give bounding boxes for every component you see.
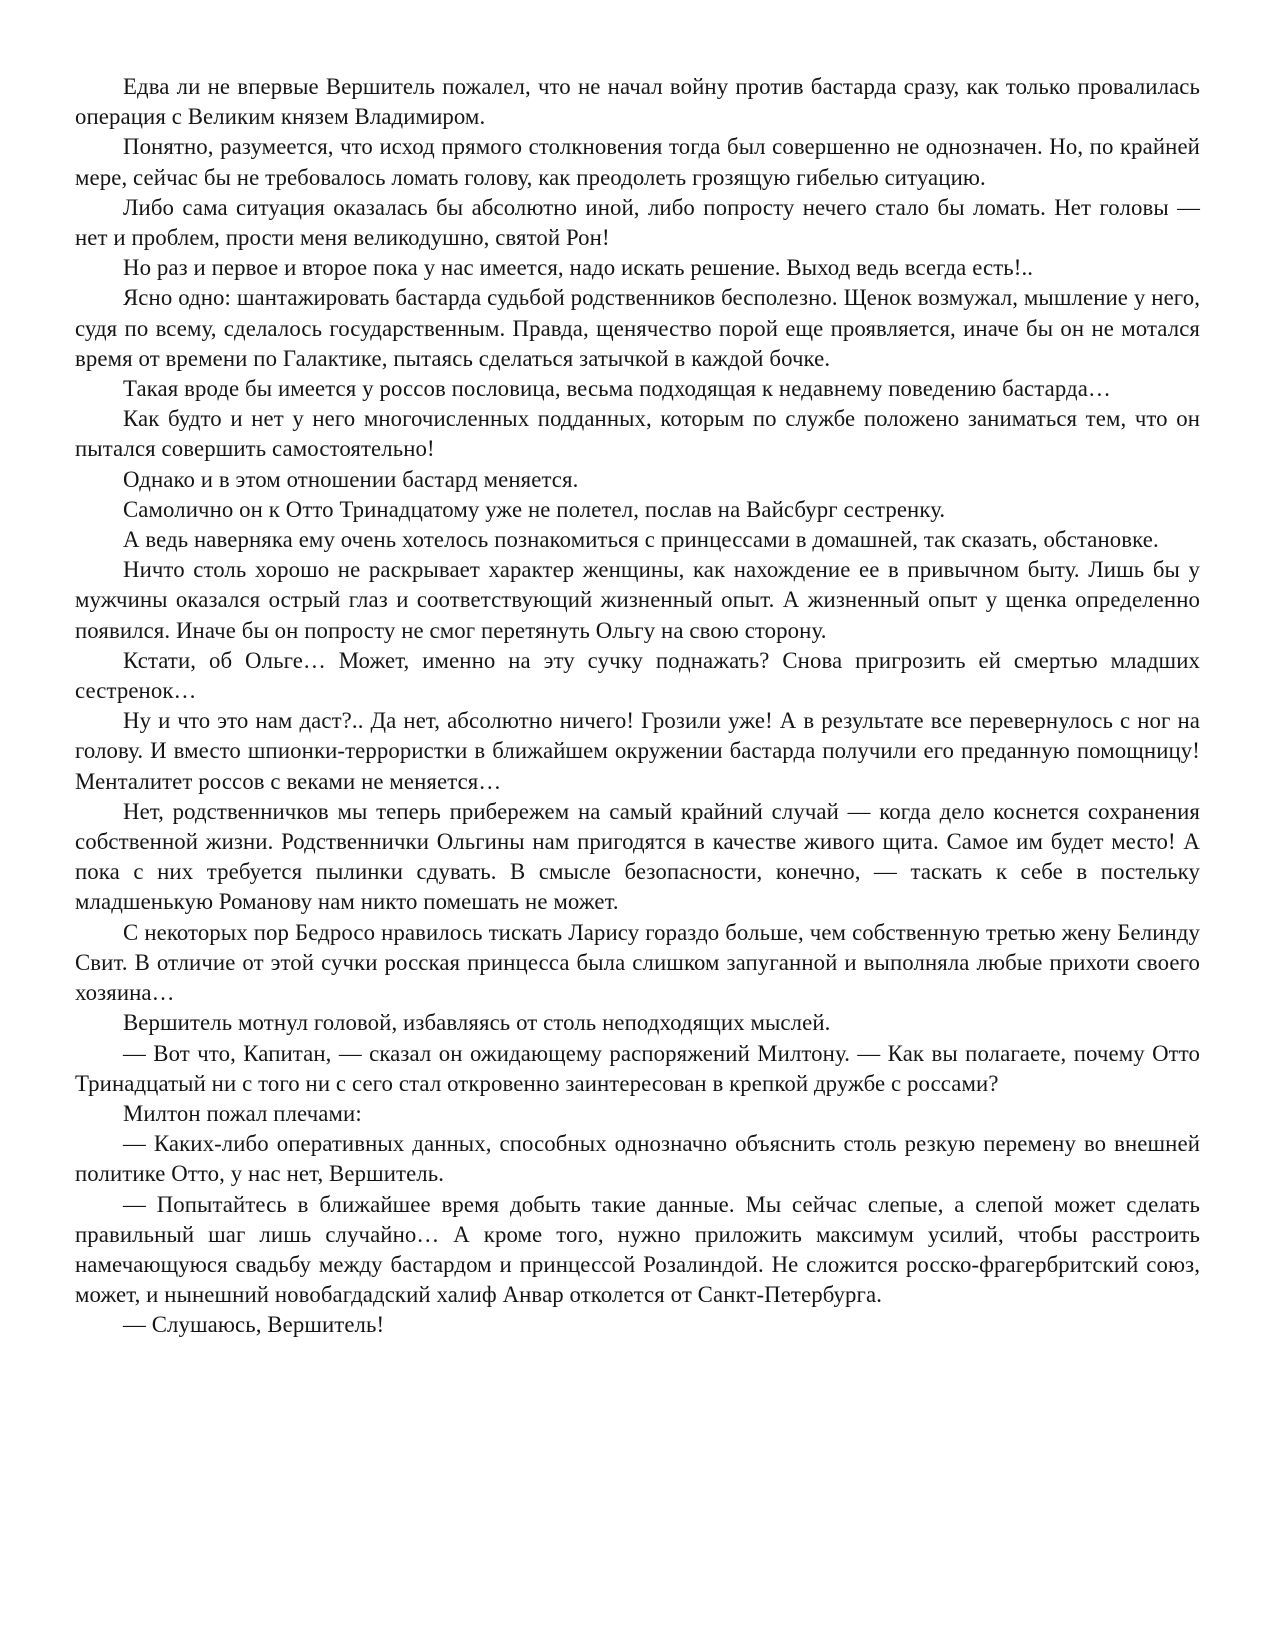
paragraph: Ясно одно: шантажировать бастарда судьбой родственников бесполезно. Щенок возмужал, мышление у него, судя по всему, сделалось государственным. Правда, щенячество порой еще проявляется, иначе бы он не мотался время от времени по Галактике, пытаясь сделаться затычкой в каждой бочке. xyxy=(75,285,1200,371)
paragraph: — Слушаюсь, Вершитель! xyxy=(123,1312,385,1338)
paragraph: — Попытайтесь в ближайшее время добыть такие данные. Мы сейчас слепые, а слепой может сделать правильный шаг лишь случайно… А кроме того, нужно приложить максимум усилий, чтобы расстроить намечающуюся свадьбу между бастардом и принцессой Розалиндой. Не сложится росско-фрагербритский союз, может, и нынешний новобагдадский халиф Анвар отколется от Санкт-Петербурга. xyxy=(75,1191,1200,1308)
paragraph: С некоторых пор Бедросо нравилось тискать Ларису гораздо больше, чем собственную третью жену Белинду Свит. В отличие от этой сучки росская принцесса была слишком запуганной и выполняла любые прихоти своего хозяина… xyxy=(75,919,1200,1006)
paragraph: А ведь наверняка ему очень хотелось познакомиться с принцессами в домашней, так сказать, обстановке. xyxy=(123,527,1159,553)
paragraph: Такая вроде бы имеется у россов пословица, весьма подходящая к недавнему поведению бастарда… xyxy=(123,376,1111,402)
paragraph: Милтон пожал плечами: xyxy=(123,1100,362,1126)
paragraph: Как будто и нет у него многочисленных подданных, которым по службе положено заниматься тем, что он пытался совершить самостоятельно! xyxy=(75,406,1200,462)
paragraph: Понятно, разумеется, что исход прямого столкновения тогда был совершенно не однозначен. Но, по крайней мере, сейчас бы не требовалось ломать голову, как преодолеть грозящую гибелью ситуацию. xyxy=(75,134,1200,190)
book-page xyxy=(75,72,1200,1341)
paragraph: Нет, родственничков мы теперь прибережем на самый крайний случай — когда дело коснется сохранения собственной жизни. Родственнички Ольгины нам пригодятся в качестве живого щита. Самое им будет место! А пока с них требуется пылинки сдувать. В смысле безопасности, конечно, — таскать к себе в постельку младшенькую Романову нам никто помешать не может. xyxy=(75,798,1200,915)
paragraph: Едва ли не впервые Вершитель пожалел, что не начал войну против бастарда сразу, как только провалилась операция с Великим князем Владимиром. xyxy=(75,74,1200,130)
paragraph: Ну и что это нам даст?.. Да нет, абсолютно ничего! Грозили уже! А в результате все перевернулось с ног на голову. И вместо шпионки-террористки в ближайшем окружении бастарда получили его преданную помощницу! Менталитет россов с веками не меняется… xyxy=(75,708,1200,794)
paragraph: Но раз и первое и второе пока у нас имеется, надо искать решение. Выход ведь всегда есть!.. xyxy=(123,255,1034,281)
paragraph: Ничто столь хорошо не раскрывает характер женщины, как нахождение ее в привычном быту. Лишь бы у мужчины оказался острый глаз и соответствующий жизненный опыт. А жизненный опыт у щенка определенно появился. Иначе бы он попросту не смог перетянуть Ольгу на свою сторону. xyxy=(75,557,1200,643)
paragraph: — Каких-либо оперативных данных, способных однозначно объяснить столь резкую перемену во внешней политике Отто, у нас нет, Вершитель. xyxy=(75,1131,1200,1187)
paragraph: Однако и в этом отношении бастард меняется. xyxy=(123,466,579,492)
paragraph: Либо сама ситуация оказалась бы абсолютно иной, либо попросту нечего стало бы ломать. Нет головы — нет и проблем, прости меня великодушно, святой Рон! xyxy=(75,194,1200,251)
paragraph: Кстати, об Ольге… Может, именно на эту сучку поднажать? Снова пригрозить ей смертью младших сестренок… xyxy=(75,647,1200,704)
paragraph: Вершитель мотнул головой, избавляясь от столь неподходящих мыслей. xyxy=(123,1010,831,1036)
paragraph: Самолично он к Отто Тринадцатому уже не полетел, послав на Вайсбург сестренку. xyxy=(123,496,946,522)
paragraph: — Вот что, Капитан, — сказал он ожидающему распоряжений Милтону. — Как вы полагаете, почему Отто Тринадцатый ни с того ни с сего стал откровенно заинтересован в крепкой дружбе с россами? xyxy=(75,1040,1200,1096)
